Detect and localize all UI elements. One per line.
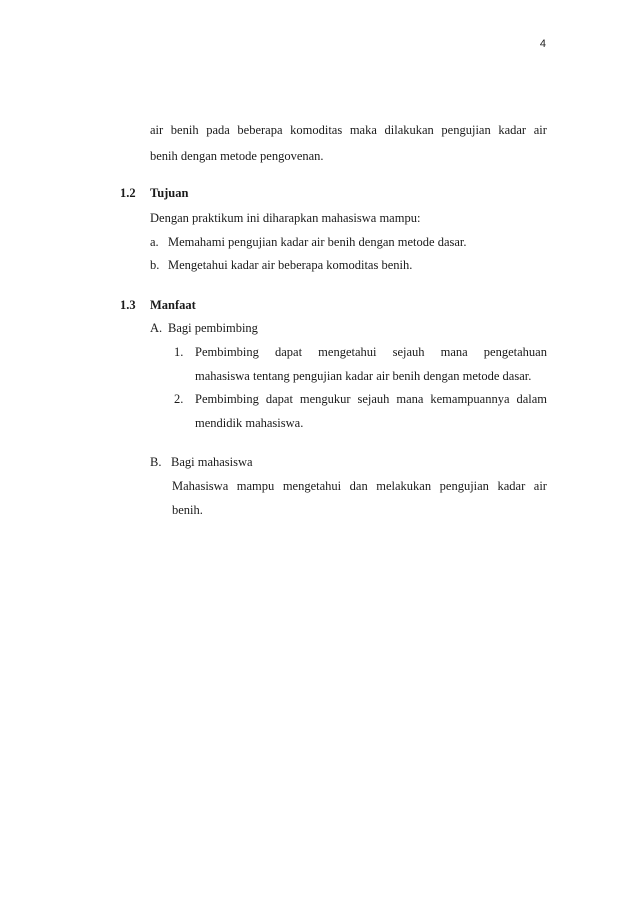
word: pada [206, 123, 230, 137]
list-marker: B. [150, 455, 162, 469]
list-item-text: Memahami pengujian kadar air benih dengan metode dasar. [168, 235, 467, 249]
tujuan-intro: Dengan praktikum ini diharapkan mahasiswa mampu: [150, 211, 421, 225]
section-title: Manfaat [150, 298, 196, 312]
word: kadar [498, 123, 527, 137]
word: dalam [516, 392, 547, 406]
word: benih [170, 123, 199, 137]
page-number: 4 [539, 38, 546, 50]
word: mengetahui [282, 479, 342, 493]
word: air [150, 123, 164, 137]
subsection-title: Bagi pembimbing [168, 321, 258, 335]
manfaat-item-2-marker: 2. [174, 392, 184, 406]
word: sejauh [357, 392, 390, 406]
section-number: 1.2 [120, 186, 136, 200]
tujuan-item-a [150, 235, 467, 250]
word: mampu [236, 479, 275, 493]
word: kadar [497, 479, 526, 493]
manfaat-item-1-marker: 1. [174, 345, 184, 359]
section-heading-tujuan [120, 186, 188, 201]
word: maka [349, 123, 377, 137]
word: beberapa [237, 123, 283, 137]
word: melakukan [376, 479, 432, 493]
list-marker: A. [150, 321, 163, 335]
word: komoditas [290, 123, 343, 137]
word: dapat [265, 392, 293, 406]
manfaat-sub-b-line-2: benih. [172, 503, 203, 517]
word: mana [440, 345, 468, 359]
list-item-text: Mengetahui kadar air beberapa komoditas benih. [168, 258, 413, 272]
manfaat-item-2-line-2: mendidik mahasiswa. [195, 416, 304, 430]
word: Mahasiswa [172, 479, 229, 493]
word: mengukur [299, 392, 351, 406]
manfaat-sub-b-line-1 [172, 479, 547, 494]
manfaat-item-1-line-2: mahasiswa tentang pengujian kadar air benih dengan metode dasar. [195, 369, 532, 383]
word: pengujian [441, 123, 491, 137]
word: Pembimbing [195, 392, 259, 406]
tujuan-item-b [150, 258, 412, 273]
manfaat-item-1-line-1 [195, 345, 547, 360]
word: dan [349, 479, 368, 493]
manfaat-sub-b-title [150, 455, 253, 470]
word: mana [396, 392, 424, 406]
word: pengetahuan [483, 345, 547, 359]
word: sejauh [392, 345, 425, 359]
section-number: 1.3 [120, 298, 136, 312]
section-heading-manfaat [120, 298, 196, 313]
word: air [533, 479, 547, 493]
word: dapat [275, 345, 303, 359]
manfaat-sub-a-title [150, 321, 258, 336]
word: kemampuannya [430, 392, 510, 406]
word: air [533, 123, 547, 137]
intro-line-1 [150, 123, 547, 138]
section-title: Tujuan [150, 186, 189, 200]
list-marker: b. [150, 258, 160, 272]
word: pengujian [439, 479, 489, 493]
manfaat-item-2-line-1 [195, 392, 547, 407]
subsection-title: Bagi mahasiswa [171, 455, 253, 469]
word: dilakukan [384, 123, 434, 137]
word: Pembimbing [195, 345, 259, 359]
word: mengetahui [318, 345, 377, 359]
intro-line-2: benih dengan metode pengovenan. [150, 149, 324, 163]
list-marker: a. [150, 235, 159, 249]
